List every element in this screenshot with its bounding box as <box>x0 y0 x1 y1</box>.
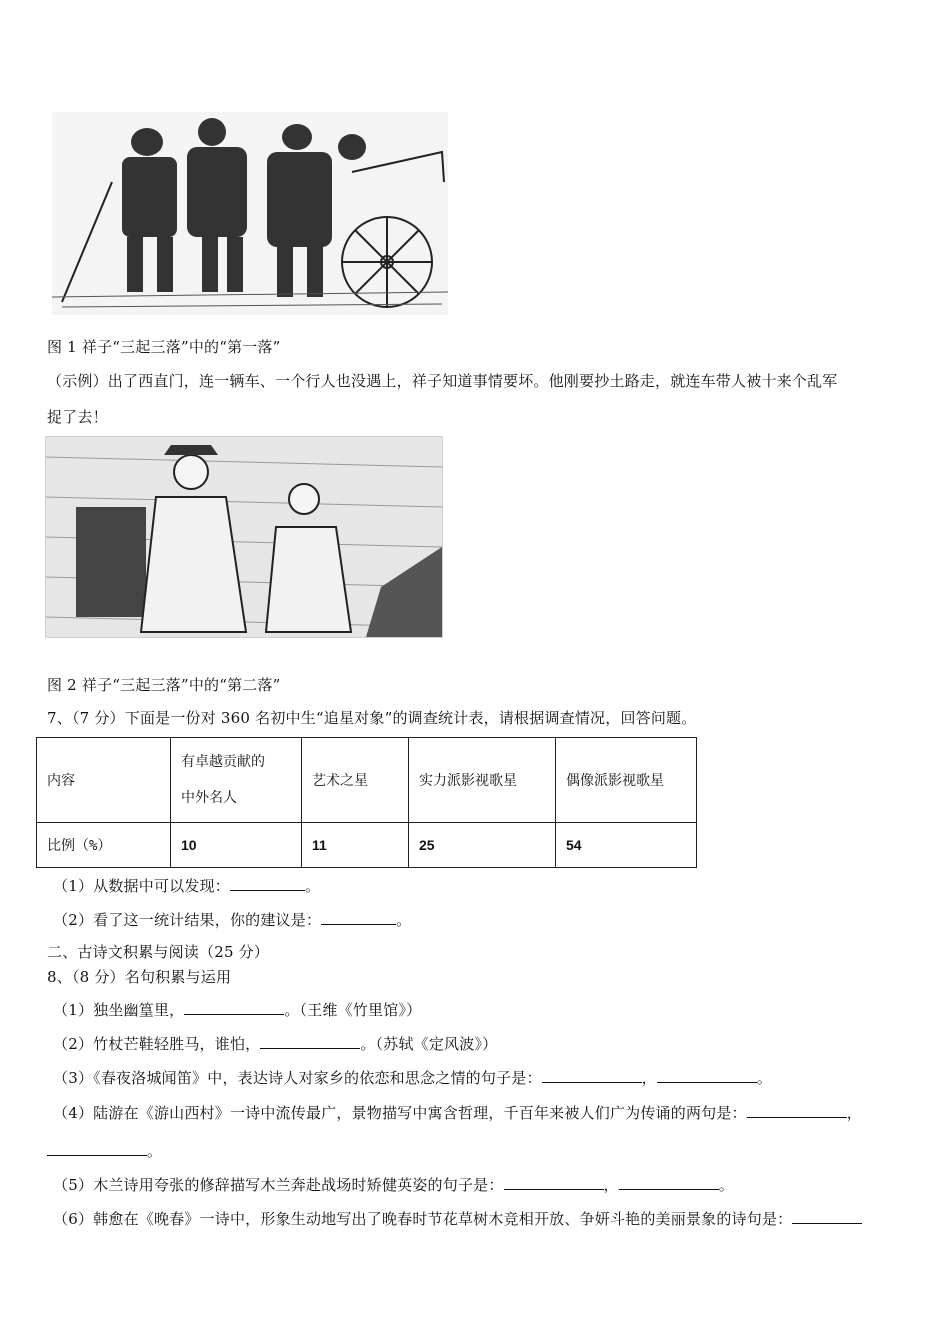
question-7-sub2 <box>53 909 411 930</box>
question-8-item-6 <box>53 1208 862 1229</box>
value-famous: 10 <box>171 823 302 868</box>
value-art-star: 11 <box>302 823 409 868</box>
survey-table <box>36 737 697 868</box>
item2-text: （2）竹杖芒鞋轻胜马，谁怕， <box>53 1035 261 1053</box>
item2-end: 。（苏轼《定风波》） <box>360 1035 498 1053</box>
soldiers-drawing <box>52 112 448 315</box>
answer-blank[interactable] <box>47 1141 147 1156</box>
answer-blank[interactable] <box>792 1209 862 1224</box>
question-8-item-4-continued <box>47 1140 162 1161</box>
item4-comma: ， <box>846 1104 862 1122</box>
item5-comma: ， <box>603 1176 619 1194</box>
value-idol-star: 54 <box>556 823 697 868</box>
answer-blank[interactable] <box>747 1103 847 1118</box>
question-7-sub1 <box>53 875 320 896</box>
section-2-title: 二、古诗文积累与阅读（25 分） <box>47 943 270 961</box>
figure-2-illustration <box>45 436 443 638</box>
item3-comma: ， <box>641 1069 657 1087</box>
question-7-prompt: 7、（7 分）下面是一份对 360 名初中生“追星对象”的调查统计表，请根据调查情况，回答问题。 <box>47 709 697 727</box>
header-cell-famous <box>171 738 302 823</box>
answer-blank[interactable] <box>542 1068 642 1083</box>
header-cell-idol-star: 偶像派影视歌星 <box>556 738 697 823</box>
header-famous-line2: 中外名人 <box>181 790 237 806</box>
figure-1-caption: 图 1 祥子“三起三落”中的“第一落” <box>47 338 281 356</box>
sub1-text: （1）从数据中可以发现： <box>53 877 230 895</box>
item3-end: 。 <box>756 1069 773 1087</box>
question-8-item-1 <box>53 999 421 1020</box>
answer-blank[interactable] <box>504 1175 604 1190</box>
question-8-item-4 <box>53 1102 862 1123</box>
answer-blank[interactable] <box>321 910 396 925</box>
figure-1-example-continued: 捉了去！ <box>47 408 108 426</box>
two-men-drawing <box>46 437 442 637</box>
answer-blank[interactable] <box>657 1068 757 1083</box>
answer-blank[interactable] <box>260 1034 360 1049</box>
figure-2-caption: 图 2 祥子“三起三落”中的“第二落” <box>47 676 281 694</box>
figure-1-illustration <box>52 112 448 315</box>
value-talent-star: 25 <box>409 823 556 868</box>
question-8-item-2 <box>53 1033 497 1054</box>
item5-text: （5）木兰诗用夸张的修辞描写木兰奔赴战场时矫健英姿的句子是： <box>53 1176 504 1194</box>
header-famous-line1: 有卓越贡献的 <box>181 754 265 770</box>
answer-blank[interactable] <box>184 1000 284 1015</box>
sub1-end: 。 <box>304 877 321 895</box>
item3-text: （3）《春夜洛城闻笛》中，表达诗人对家乡的依恋和思念之情的句子是： <box>53 1069 542 1087</box>
question-8-item-5 <box>53 1174 734 1195</box>
answer-blank[interactable] <box>619 1175 719 1190</box>
item4-text: （4）陆游在《游山西村》一诗中流传最广，景物描写中寓含哲理，千百年来被人们广为传诵的两句是： <box>53 1104 747 1122</box>
header-cell-talent-star: 实力派影视歌星 <box>409 738 556 823</box>
sub2-end: 。 <box>396 911 412 929</box>
item1-text: （1）独坐幽篁里， <box>53 1001 185 1019</box>
sub2-text: （2）看了这一统计结果，你的建议是： <box>53 911 322 929</box>
figure-1-example: （示例）出了西直门，连一辆车、一个行人也没遇上，祥子知道事情要坏。他刚要抄土路走，就连车带人被十来个乱军 <box>47 372 838 390</box>
header-label-cell: 内容 <box>37 738 171 823</box>
header-cell-art-star: 艺术之星 <box>302 738 409 823</box>
question-8-title: 8、（8 分）名句积累与运用 <box>47 968 232 986</box>
item5-end: 。 <box>718 1176 734 1194</box>
item6-text: （6）韩愈在《晚春》一诗中，形象生动地写出了晚春时节花草树木竞相开放、争妍斗艳的美丽景象的诗句是： <box>53 1210 793 1228</box>
answer-blank[interactable] <box>230 876 305 891</box>
item1-end: 。（王维《竹里馆》） <box>284 1001 422 1019</box>
table-header-row <box>37 738 697 823</box>
row-label-cell: 比例（%） <box>37 823 171 868</box>
question-8-item-3 <box>53 1067 772 1088</box>
table-value-row <box>37 823 697 868</box>
item4-end: 。 <box>147 1142 163 1160</box>
